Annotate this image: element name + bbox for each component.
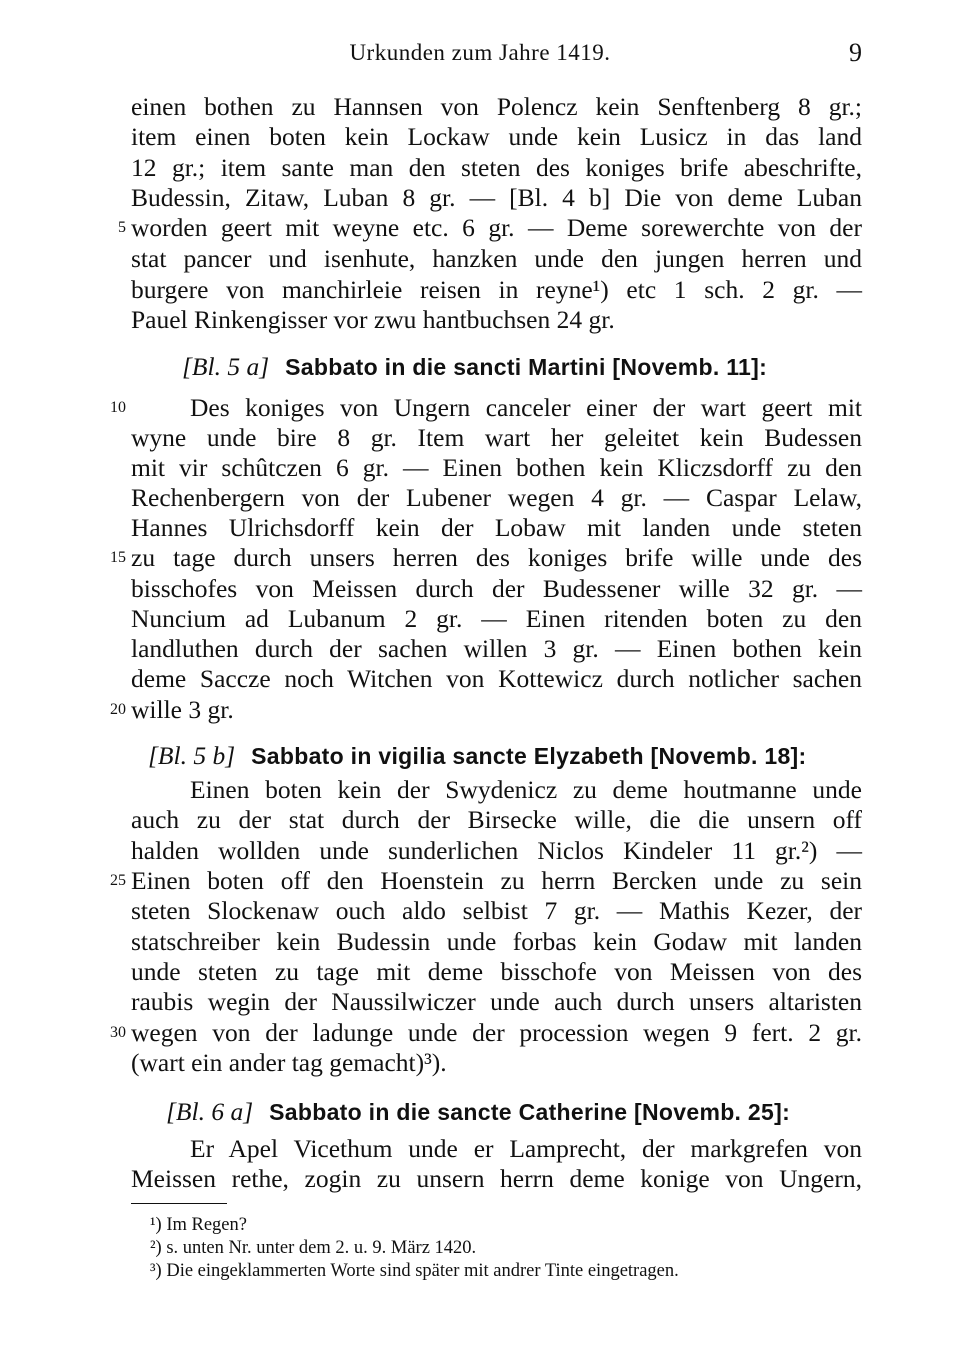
text-line: Er Apel Vicethum unde er Lamprecht, der markgrefen von xyxy=(190,1134,862,1163)
text-line: Pauel Rinkengisser vor zwu hantbuchsen 24 gr. xyxy=(131,305,615,334)
text-line: Des koniges von Ungern canceler einer der wart geert mit xyxy=(190,393,862,422)
section-heading xyxy=(166,1097,790,1127)
text-line: unde steten zu tage mit deme bisschofe von Meissen von des xyxy=(131,957,862,986)
folio-reference: [Bl. 5 a] xyxy=(182,352,270,381)
text-line: wegen von der ladunge unde der procession wegen 9 fert. 2 gr. xyxy=(131,1018,862,1047)
line-number: 30 xyxy=(110,1024,126,1041)
text-line: landluthen durch der sachen willen 3 gr. — Einen bothen kein xyxy=(131,634,862,663)
text-line: wille 3 gr. xyxy=(131,695,234,724)
text-line: (wart ein ander tag gemacht)³). xyxy=(131,1048,447,1077)
text-line: auch zu der stat durch der Birsecke wille, die die unsern off xyxy=(131,805,862,834)
text-line: statschreiber kein Budessin unde forbas kein Godaw mit landen xyxy=(131,927,862,956)
text-line: bisschofes von Meissen durch der Budessener wille 32 gr. — xyxy=(131,574,862,603)
section-title: Sabbato in die sancte Catherine [Novemb. 25]: xyxy=(269,1099,791,1125)
folio-reference: [Bl. 6 a] xyxy=(166,1097,254,1126)
text-line: wyne unde bire 8 gr. Item wart her geleitet kein Budessen xyxy=(131,423,862,452)
text-line: Einen boten kein der Swydenicz zu deme houtmanne unde xyxy=(190,775,862,804)
text-line: mit vir schûtczen 6 gr. — Einen bothen kein Kliczsdorff zu den xyxy=(131,453,862,482)
page-number: 9 xyxy=(849,38,862,67)
text-line: burgere von manchirleie reisen in reyne¹) etc 1 sch. 2 gr. — xyxy=(131,275,862,304)
line-number: 15 xyxy=(110,549,126,566)
text-line: Hannes Ulrichsdorff kein der Lobaw mit landen unde steten xyxy=(131,513,862,542)
text-line: stat pancer und isenhute, hanzken unde den jungen herren und xyxy=(131,244,862,273)
text-line: Einen boten off den Hoenstein zu herrn Bercken unde zu sein xyxy=(131,866,862,895)
text-line: raubis wegin der Naussilwiczer unde auch durch unsers altaristen xyxy=(131,987,862,1016)
text-line: deme Saccze noch Witchen von Kottewicz durch notlicher sachen xyxy=(131,664,862,693)
section-title: Sabbato in vigilia sancte Elyzabeth [Novemb. 18]: xyxy=(251,743,807,769)
text-line: Rechenbergern von der Lubener wegen 4 gr. — Caspar Lelaw, xyxy=(131,483,862,512)
text-line: item einen boten kein Lockaw unde kein Lusicz in das land xyxy=(131,122,862,151)
running-head: Urkunden zum Jahre 1419. xyxy=(349,40,611,65)
line-number: 5 xyxy=(118,219,126,236)
text-line: Budessin, Zitaw, Luban 8 gr. — [Bl. 4 b] Die von deme Luban xyxy=(131,183,862,212)
text-line: 12 gr.; item sante man den steten des koniges brife abeschrifte, xyxy=(131,153,862,182)
line-number: 20 xyxy=(110,701,126,718)
text-line: zu tage durch unsers herren des koniges brife wille unde des xyxy=(131,543,862,572)
section-title: Sabbato in die sancti Martini [Novemb. 11]: xyxy=(285,354,768,380)
section-heading xyxy=(182,352,767,382)
text-line: einen bothen zu Hannsen von Polencz kein Senftenberg 8 gr.; xyxy=(131,92,862,121)
text-line: steten Slockenaw ouch aldo selbist 7 gr. — Mathis Kezer, der xyxy=(131,896,862,925)
text-line: halden wollden unde sunderlichen Niclos Kindeler 11 gr.²) — xyxy=(131,836,862,865)
text-line: worden geert mit weyne etc. 6 gr. — Deme sorewerchte von der xyxy=(131,213,862,242)
text-line: Meissen rethe, zogin zu unsern herrn deme konige von Ungern, xyxy=(131,1164,862,1193)
folio-reference: [Bl. 5 b] xyxy=(148,741,236,770)
text-line: Nuncium ad Lubanum 2 gr. — Einen ritenden boten zu den xyxy=(131,604,862,633)
footnote: ¹) Im Regen? xyxy=(150,1215,247,1235)
line-number: 10 xyxy=(110,399,126,416)
line-number: 25 xyxy=(110,872,126,889)
footnote-rule xyxy=(131,1203,227,1204)
footnote: ²) s. unten Nr. unter dem 2. u. 9. März 1420. xyxy=(150,1238,477,1258)
page-header xyxy=(0,38,960,74)
section-heading xyxy=(148,741,806,771)
footnote: ³) Die eingeklammerten Worte sind später mit andrer Tinte eingetragen. xyxy=(150,1261,679,1281)
